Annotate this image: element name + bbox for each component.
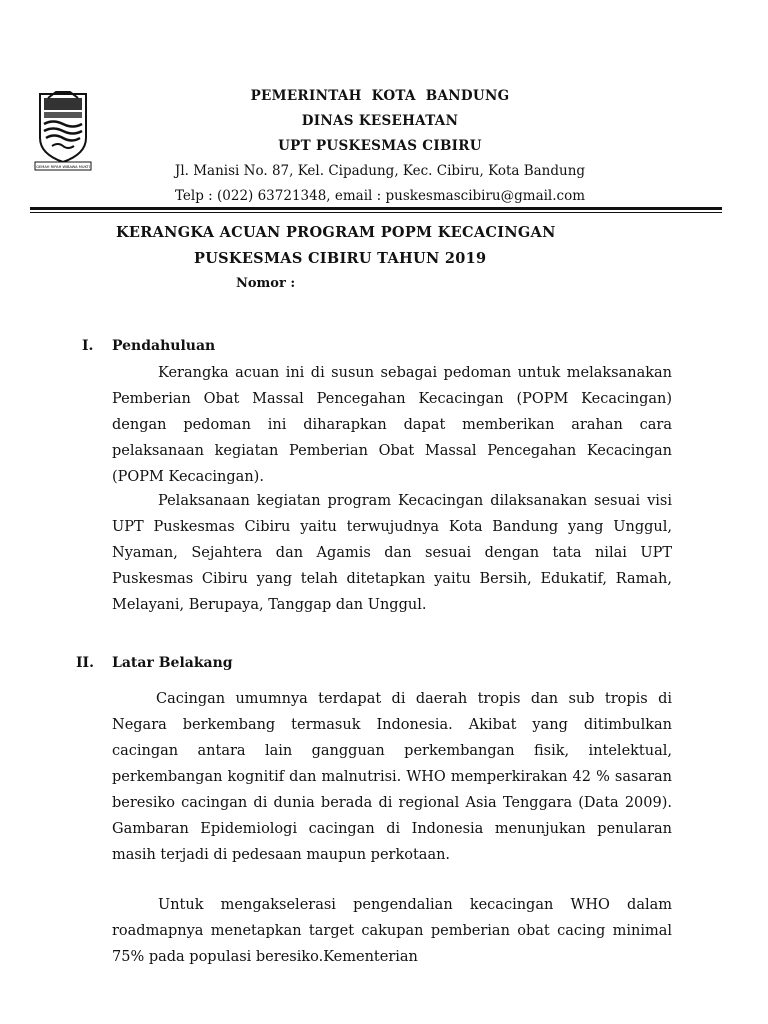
section-1-heading: Pendahuluan	[112, 338, 216, 354]
section-2-heading: Latar Belakang	[112, 655, 233, 671]
letterhead-agency: DINAS KESEHATAN	[301, 113, 459, 129]
section-2-paragraph-2: Untuk mengakselerasi pengendalian kecacingan WHO dalam roadmapnya menetapkan target cakupan pemberian obat cacing minimal 75% pada populasi beresiko.Kementerian	[112, 897, 672, 965]
section-1-paragraph-1: Kerangka acuan ini di susun sebagai pedoman untuk melaksanakan Pemberian Obat Massal Pencegahan Kecacingan (POPM Kecacingan) dengan pedoman ini diharapkan dapat memberikan arahan cara pelaksanaan kegiatan Pemberian Obat Massal Pencegahan Kecacingan (POPM Kecacingan).	[112, 365, 672, 485]
document-subtitle: PUSKESMAS CIBIRU TAHUN 2019	[194, 250, 487, 267]
section-2-number: II.	[76, 655, 94, 671]
letterhead-divider-thick	[30, 207, 722, 210]
document-number: Nomor :	[236, 276, 296, 291]
section-1-number: I.	[82, 338, 94, 354]
letterhead	[100, 84, 660, 209]
letterhead-government: PEMERINTAH KOTA BANDUNG	[250, 88, 510, 104]
kota-bandung-logo-icon	[34, 88, 92, 172]
letterhead-unit: UPT PUSKESMAS CIBIRU	[278, 138, 482, 154]
section-2-paragraph-1: Cacingan umumnya terdapat di daerah tropis dan sub tropis di Negara berkembang termasuk Indonesia. Akibat yang ditimbulkan cacingan antara lain gangguan perkembangan fisik, intelektual, perkembangan kognitif dan malnutrisi. WHO memperkirakan 42 % sasaran beresiko cacingan di dunia berada di regional Asia Tenggara (Data 2009). Gambaran Epidemiologi cacingan di Indonesia menunjukan penularan masih terjadi di pedesaan maupun perkotaan.	[112, 691, 672, 863]
letterhead-address: Jl. Manisi No. 87, Kel. Cipadung, Kec. Cibiru, Kota Bandung	[174, 163, 586, 179]
letterhead-divider-thin	[30, 212, 722, 213]
logo-motto: GEMAH RIPAH WIBAWA MUKTI	[36, 165, 90, 169]
section-1-paragraph-2: Pelaksanaan kegiatan program Kecacingan dilaksanakan sesuai visi UPT Puskesmas Cibiru yaitu terwujudnya Kota Bandung yang Unggul, Nyaman, Sejahtera dan Agamis dan sesuai dengan tata nilai UPT Puskesmas Cibiru yang telah ditetapkan yaitu Bersih, Edukatif, Ramah, Melayani, Berupaya, Tanggap dan Unggul.	[112, 493, 672, 613]
letterhead-contact: Telp : (022) 63721348, email : puskesmascibiru@gmail.com	[174, 188, 586, 204]
document-title: KERANGKA ACUAN PROGRAM POPM KECACINGAN	[116, 224, 556, 241]
